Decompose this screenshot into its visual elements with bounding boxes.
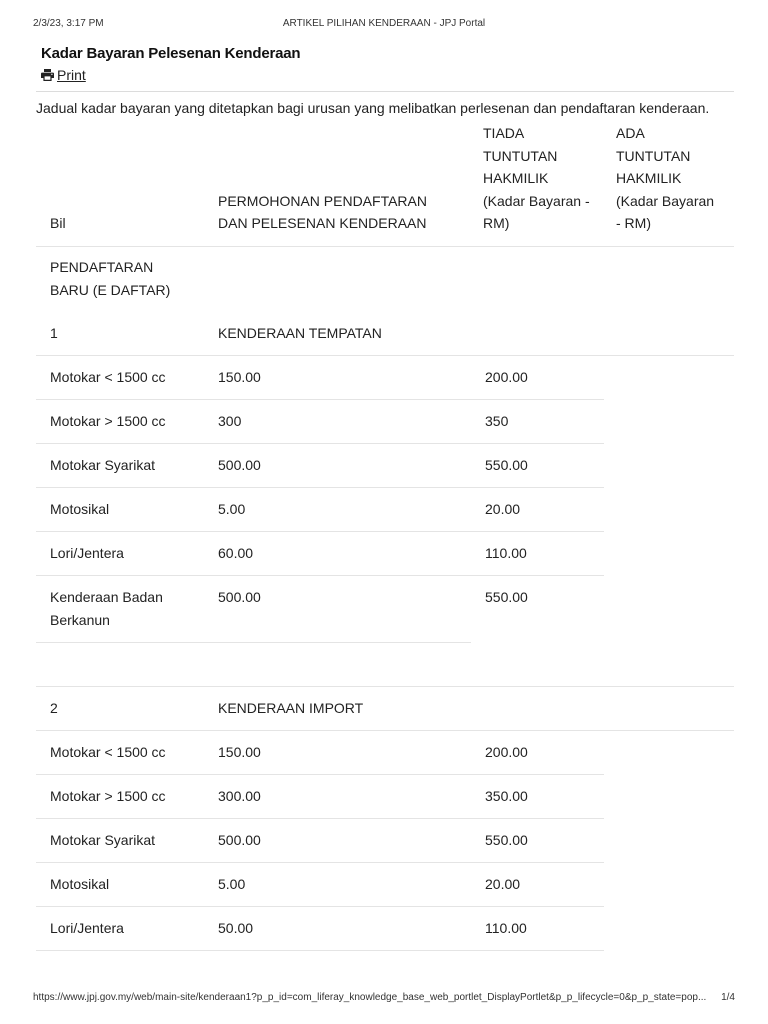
row-with-claim: 550.00 xyxy=(485,588,528,605)
title-divider xyxy=(36,91,734,92)
row-item: Kenderaan Badan Berkanun xyxy=(36,575,204,642)
row-item: Lori/Jentera xyxy=(36,531,204,575)
rates-table xyxy=(36,122,734,951)
row-with-claim: 200.00 xyxy=(471,355,604,399)
row-with-claim: 350 xyxy=(471,399,604,443)
header-application: PERMOHONAN PENDAFTARAN DAN PELESENAN KENDERAAN xyxy=(204,122,471,246)
group-header-row xyxy=(36,686,734,730)
print-header xyxy=(33,18,735,32)
print-footer xyxy=(33,992,735,1006)
row-with-claim: 550.00 xyxy=(471,443,604,487)
row-no-claim: 150.00 xyxy=(204,730,471,774)
article-content xyxy=(36,44,734,951)
table-row xyxy=(36,355,734,399)
row-no-claim: 500.00 xyxy=(204,818,471,862)
table-row xyxy=(36,730,734,774)
intro-text: Jadual kadar bayaran yang ditetapkan bagi urusan yang melibatkan perlesenan dan pendaftaran kenderaan. xyxy=(36,100,710,116)
group-name: KENDERAAN TEMPATAN xyxy=(204,312,471,356)
row-no-claim: 5.00 xyxy=(204,487,471,531)
row-no-claim: 300 xyxy=(204,399,471,443)
row-item: Motokar < 1500 cc xyxy=(36,730,204,774)
print-link-label: Print xyxy=(57,67,86,83)
group-name: KENDERAAN IMPORT xyxy=(204,686,471,730)
header-with-claim: ADA TUNTUTAN HAKMILIK (Kadar Bayaran - RM) xyxy=(604,122,734,246)
row-with-claim: 20.00 xyxy=(471,487,604,531)
printer-icon xyxy=(41,69,54,81)
print-url: https://www.jpj.gov.my/web/main-site/kenderaan1?p_p_id=com_liferay_knowledge_base_web_portlet_DisplayPortlet&p_p_lifecycle=0&p_p_state=pop... xyxy=(33,992,707,1003)
row-no-claim: 300.00 xyxy=(204,774,471,818)
article-title: Kadar Bayaran Pelesenan Kenderaan xyxy=(41,45,301,62)
print-datetime: 2/3/23, 3:17 PM xyxy=(33,18,104,29)
row-with-claim: 110.00 xyxy=(471,531,604,575)
row-item: Motosikal xyxy=(36,487,204,531)
table-row xyxy=(36,862,734,906)
row-with-claim: 20.00 xyxy=(471,862,604,906)
row-item: Motokar > 1500 cc xyxy=(36,774,204,818)
table-row xyxy=(36,399,734,443)
print-page-title: ARTIKEL PILIHAN KENDERAAN - JPJ Portal xyxy=(282,18,486,29)
group-number: 1 xyxy=(36,312,204,356)
section-row xyxy=(36,246,734,312)
spacer-row xyxy=(36,642,734,686)
row-item: Motokar Syarikat xyxy=(36,818,204,862)
group-number: 2 xyxy=(36,686,204,730)
row-with-claim: 550.00 xyxy=(471,818,604,862)
table-row xyxy=(36,531,734,575)
page-indicator: 1/4 xyxy=(721,992,735,1003)
table-row xyxy=(36,443,734,487)
table-row xyxy=(36,906,734,950)
table-row xyxy=(36,818,734,862)
header-bil: Bil xyxy=(36,122,204,246)
header-no-claim: TIADA TUNTUTAN HAKMILIK (Kadar Bayaran - RM) xyxy=(471,122,604,246)
group-header-row xyxy=(36,312,734,356)
row-item: Motokar < 1500 cc xyxy=(36,355,204,399)
row-with-claim: 110.00 xyxy=(471,906,604,950)
row-no-claim: 5.00 xyxy=(204,862,471,906)
table-header-row xyxy=(36,122,734,246)
table-row xyxy=(36,774,734,818)
row-item: Motokar > 1500 cc xyxy=(36,399,204,443)
row-item: Motokar Syarikat xyxy=(36,443,204,487)
row-with-claim: 200.00 xyxy=(471,730,604,774)
section-title: PENDAFTARAN BARU (E DAFTAR) xyxy=(50,258,171,298)
row-no-claim: 50.00 xyxy=(204,906,471,950)
table-row xyxy=(36,575,734,642)
table-row xyxy=(36,487,734,531)
row-item: Lori/Jentera xyxy=(36,906,204,950)
row-no-claim: 500.00 xyxy=(204,443,471,487)
print-link[interactable] xyxy=(41,66,86,84)
row-with-claim: 350.00 xyxy=(471,774,604,818)
row-no-claim: 150.00 xyxy=(204,355,471,399)
row-no-claim: 60.00 xyxy=(204,531,471,575)
row-item: Motosikal xyxy=(36,862,204,906)
row-no-claim: 500.00 xyxy=(204,575,471,642)
